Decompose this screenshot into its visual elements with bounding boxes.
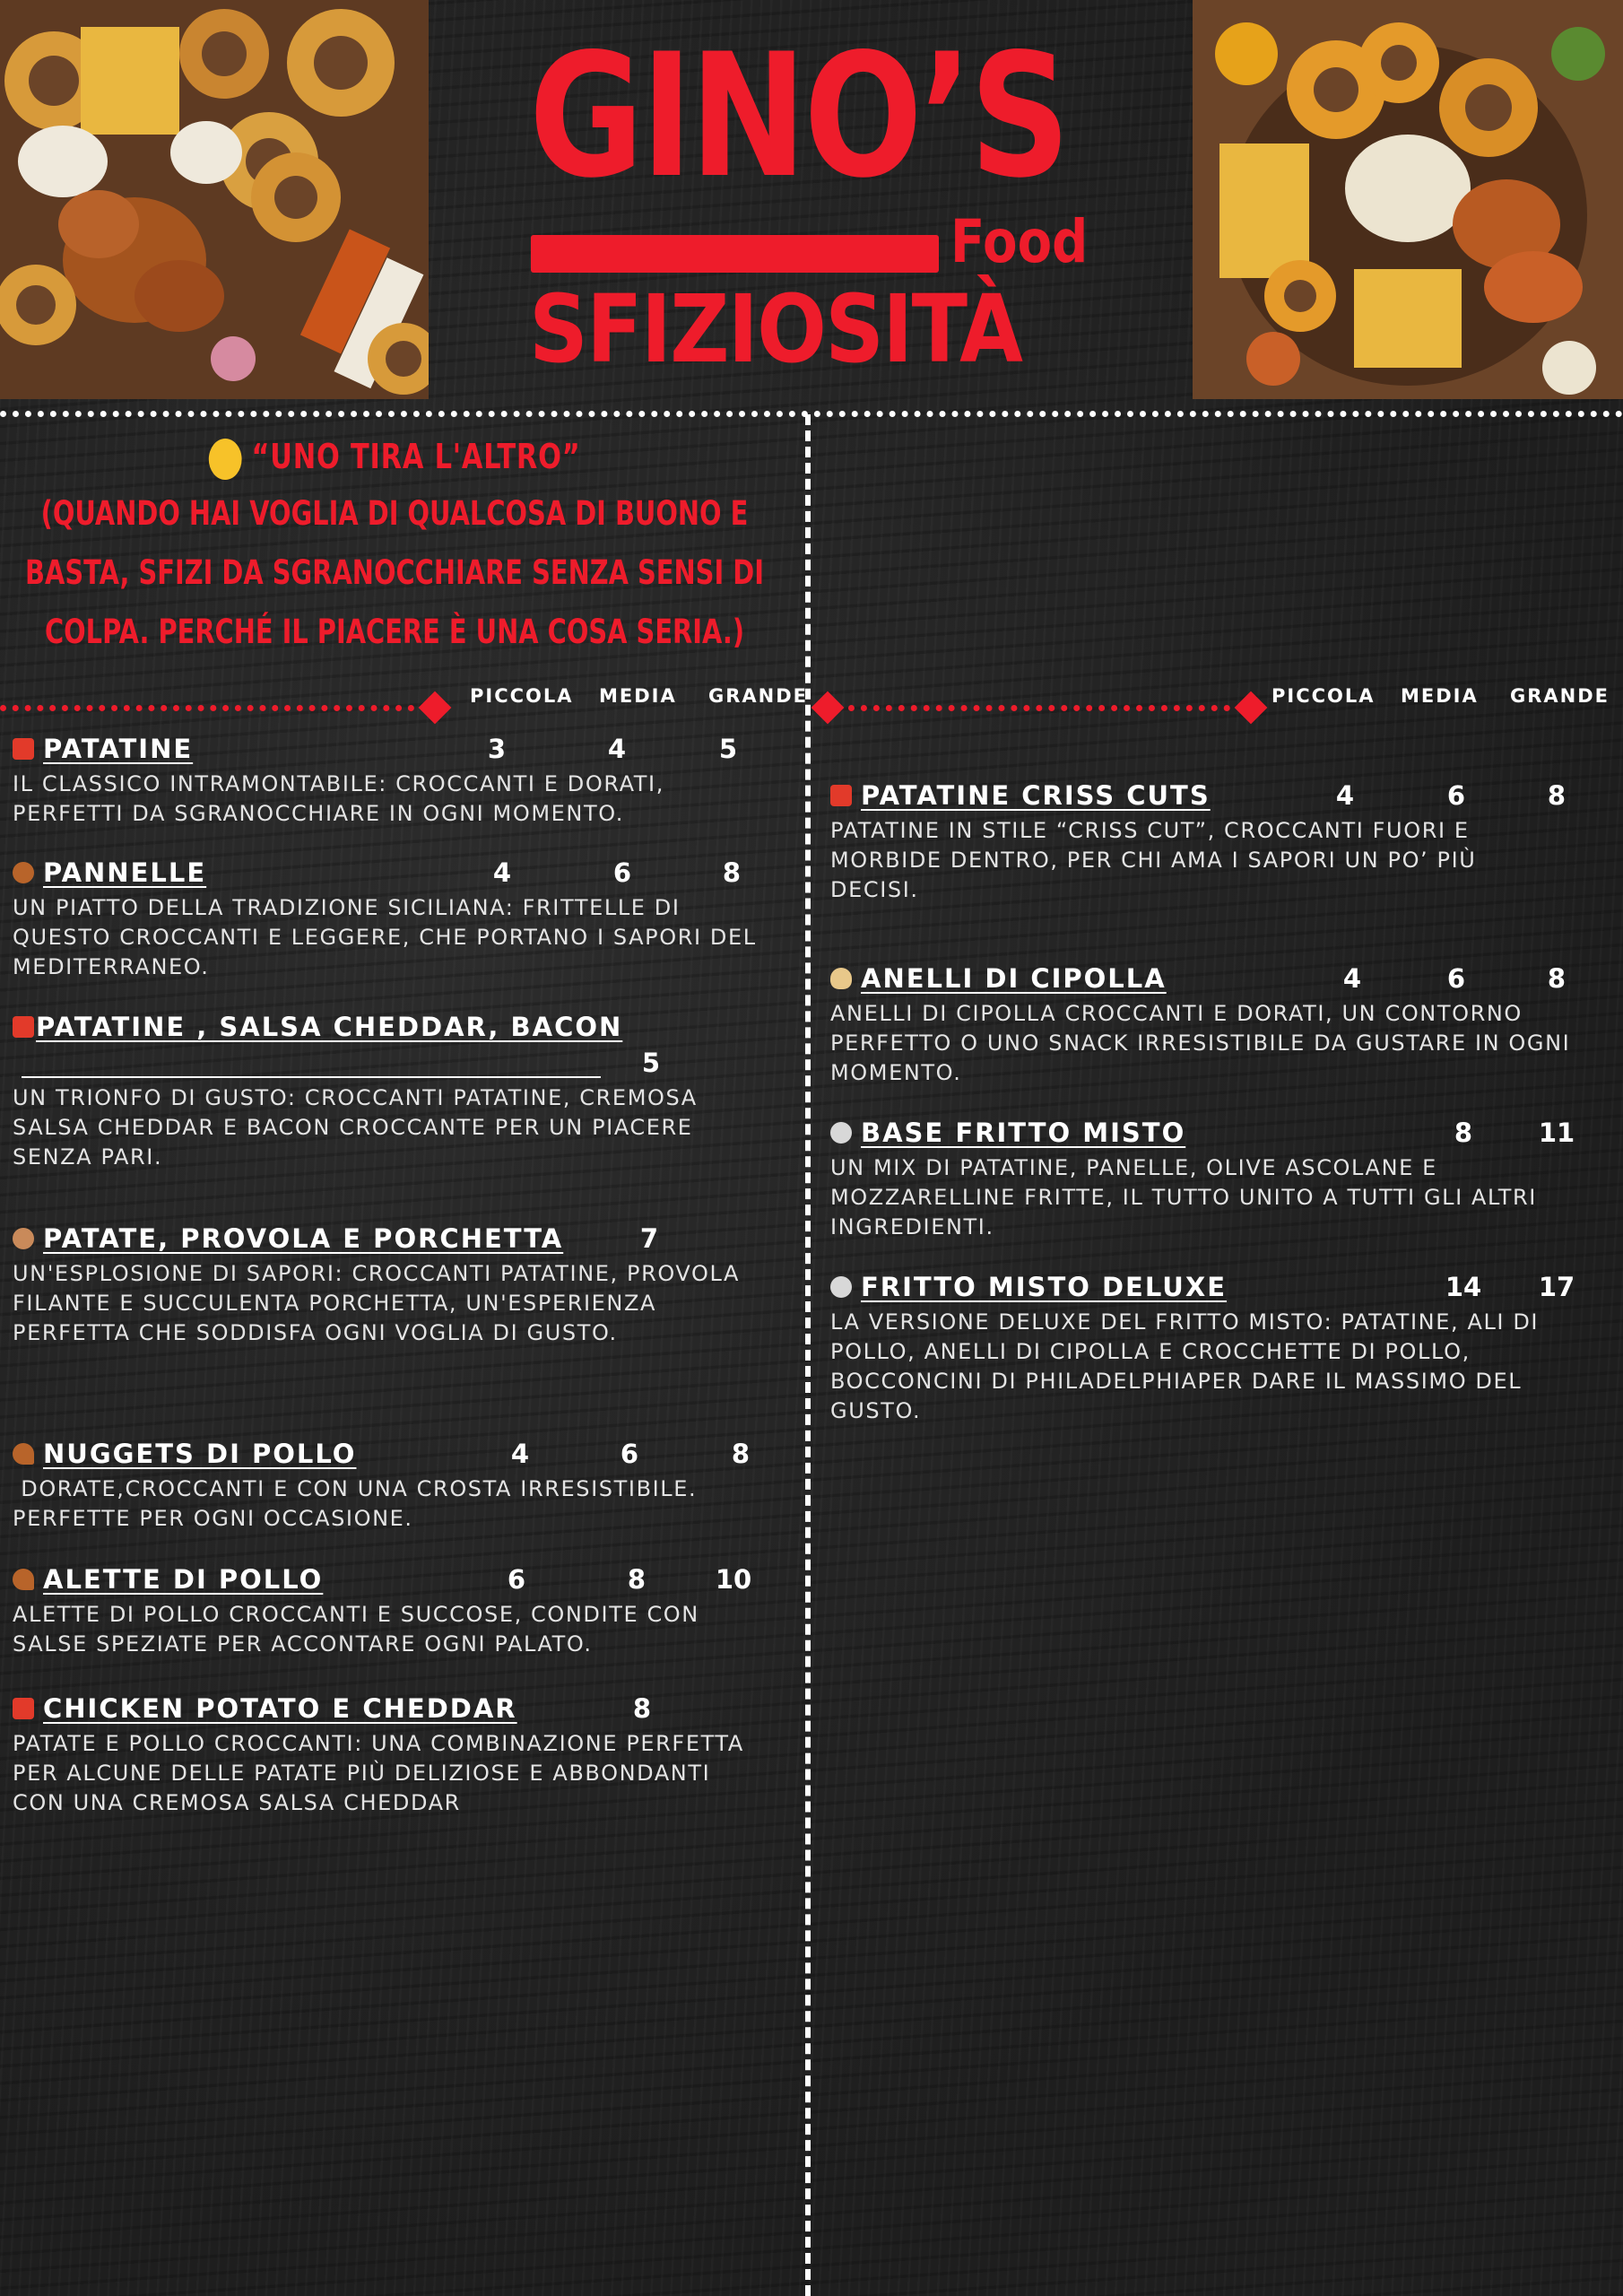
item-description: UN'ESPLOSIONE DI SAPORI: CROCCANTI PATATINE, PROVOLA FILANTE E SUCCULENTA PORCHETTA, UN'ESPERIENZA PERFETTA CHE SODDISFA OGNI VOGLIA DI GUSTO. xyxy=(13,1261,741,1345)
item-name: ALETTE DI POLLO xyxy=(43,1564,324,1595)
price-large: 8 xyxy=(731,1439,751,1469)
fries-icon xyxy=(13,738,34,760)
item-description: UN PIATTO DELLA TRADIZIONE SICILIANA: FRITTELLE DI QUESTO CROCCANTI E LEGGERE, CHE PORTANO I SAPORI DEL MEDITERRANEO. xyxy=(13,895,757,979)
price-medium: 6 xyxy=(1446,780,1466,811)
price-medium: 6 xyxy=(612,857,632,888)
right-red-rule-line xyxy=(836,705,1243,711)
price-single: 7 xyxy=(639,1223,659,1254)
item-name: BASE FRITTO MISTO xyxy=(861,1118,1186,1148)
item-name: PANNELLE xyxy=(43,857,207,888)
right-red-rule xyxy=(812,700,1266,718)
right-size-large: GRANDE xyxy=(1510,685,1610,707)
logo-food: Food xyxy=(950,207,1089,276)
onion-icon xyxy=(830,968,852,989)
item-description: ANELLI DI CIPOLLA CROCCANTI E DORATI, UN CONTORNO PERFETTO O UNO SNACK IRRESISTIBILE DA GUSTARE IN OGNI MOMENTO. xyxy=(830,1001,1571,1085)
item-description: UN TRIONFO DI GUSTO: CROCCANTI PATATINE, CREMOSA SALSA CHEDDAR E BACON CROCCANTE PER UN PIACERE SENZA PARI. xyxy=(13,1085,698,1170)
price-medium: 8 xyxy=(1454,1118,1473,1148)
item-description: IL CLASSICO INTRAMONTABILE: CROCCANTI E DORATI, PERFETTI DA SGRANOCCHIARE IN OGNI MOMENTO. xyxy=(13,771,664,826)
item-description: DORATE,CROCCANTI E CON UNA CROSTA IRRESISTIBILE. PERFETTE PER OGNI OCCASIONE. xyxy=(13,1476,706,1531)
item-description: PATATE E POLLO CROCCANTI: UNA COMBINAZIONE PERFETTA PER ALCUNE DELLE PATATE PIÙ DELIZIOSE E ABBONDANTI CON UNA CREMOSA SALSA CHEDDAR xyxy=(13,1731,744,1815)
item-title xyxy=(830,963,1167,994)
potato-icon xyxy=(13,1228,34,1249)
price-small: 4 xyxy=(492,857,512,888)
price-medium: 8 xyxy=(627,1564,647,1595)
item-description: UN MIX DI PATATINE, PANELLE, OLIVE ASCOLANE E MOZZARELLINE FRITTE, IL TUTTO UNITO A TUTTI GLI ALTRI INGREDIENTI. xyxy=(830,1155,1537,1239)
price-small: 4 xyxy=(1342,963,1362,994)
price-large: 5 xyxy=(718,734,738,764)
tagline-title-text: “UNO TIRA L'ALTRO” xyxy=(251,437,581,476)
price-large: 8 xyxy=(1547,780,1567,811)
plate-icon xyxy=(830,1122,852,1144)
price-single: 8 xyxy=(632,1693,652,1724)
logo-ginos: GINO’S xyxy=(529,17,1068,215)
price-small: 6 xyxy=(507,1564,526,1595)
item-title xyxy=(830,780,1211,811)
item-name: NUGGETS DI POLLO xyxy=(43,1439,357,1469)
fritter-icon xyxy=(13,862,34,883)
price-large: 11 xyxy=(1538,1118,1575,1148)
item-title xyxy=(13,734,193,764)
header xyxy=(0,0,1623,404)
item-title xyxy=(13,1012,622,1042)
item-name: PATATINE xyxy=(43,734,194,764)
price-small: 3 xyxy=(487,734,507,764)
item-name: PATATINE , SALSA CHEDDAR, BACON xyxy=(36,1012,623,1042)
item-title xyxy=(830,1272,1227,1302)
item-name: PATATINE CRISS CUTS xyxy=(861,780,1211,811)
left-size-small: PICCOLA xyxy=(470,685,574,707)
item-description: LA VERSIONE DELUXE DEL FRITTO MISTO: PATATINE, ALI DI POLLO, ANELLI DI CIPOLLA E CROCCHETTE DI POLLO, BOCCONCINI DI PHILADELPHIAPER DARE IL MASSIMO DEL GUSTO. xyxy=(830,1309,1540,1423)
tagline-title xyxy=(79,429,710,484)
logo-bar xyxy=(531,235,939,273)
food-image-right xyxy=(1193,0,1623,399)
price-single: 5 xyxy=(641,1048,661,1078)
item-name: PATATE, PROVOLA E PORCHETTA xyxy=(43,1223,564,1254)
price-large: 8 xyxy=(1547,963,1567,994)
left-size-large: GRANDE xyxy=(708,685,809,707)
drumstick-icon xyxy=(13,1569,34,1590)
price-medium: 14 xyxy=(1445,1272,1482,1302)
food-image-left xyxy=(0,0,429,399)
item-name: CHICKEN POTATO E CHEDDAR xyxy=(43,1693,517,1724)
price-large: 8 xyxy=(722,857,742,888)
smiling-face-icon xyxy=(208,439,241,480)
left-red-rule-line xyxy=(0,705,427,711)
right-size-small: PICCOLA xyxy=(1271,685,1376,707)
item-title xyxy=(13,857,206,888)
item-title xyxy=(13,1564,323,1595)
item-title xyxy=(13,1223,563,1254)
price-medium: 4 xyxy=(607,734,627,764)
item-description: ALETTE DI POLLO CROCCANTI E SUCCOSE, CONDITE CON SALSE SPEZIATE PER ACCONTARE OGNI PALATO. xyxy=(13,1602,699,1657)
price-medium: 6 xyxy=(1446,963,1466,994)
fries-icon xyxy=(13,1016,34,1038)
item-title-rule xyxy=(22,1076,601,1078)
right-size-medium: MEDIA xyxy=(1401,685,1479,707)
drumstick-icon xyxy=(13,1443,34,1465)
item-name: ANELLI DI CIPOLLA xyxy=(861,963,1167,994)
fries-icon xyxy=(830,785,852,806)
item-description: PATATINE IN STILE “CRISS CUT”, CROCCANTI FUORI E MORBIDE DENTRO, PER CHI AMA I SAPORI UN PO’ PIÙ DECISI. xyxy=(830,818,1477,902)
item-title xyxy=(830,1118,1185,1148)
logo-sfiziosita: SFIZIOSITÀ xyxy=(529,274,1022,384)
price-large: 10 xyxy=(715,1564,752,1595)
tagline-body: (QUANDO HAI VOGLIA DI QUALCOSA DI BUONO E BASTA, SFIZI DA SGRANOCCHIARE SENZA SENSI DI COLPA. PERCHÉ IL PIACERE È UNA COSA SERIA.) xyxy=(25,494,764,651)
left-red-rule xyxy=(0,700,450,718)
horizontal-divider xyxy=(0,411,1623,417)
right-red-rule-diamond-end xyxy=(1235,691,1268,725)
price-small: 4 xyxy=(510,1439,530,1469)
plate-icon xyxy=(830,1276,852,1298)
left-red-rule-diamond xyxy=(419,691,452,725)
logo xyxy=(529,17,1130,386)
left-size-medium: MEDIA xyxy=(599,685,677,707)
price-small: 4 xyxy=(1335,780,1355,811)
item-title xyxy=(13,1693,517,1724)
item-name: FRITTO MISTO DELUXE xyxy=(861,1272,1228,1302)
price-medium: 6 xyxy=(620,1439,639,1469)
tagline xyxy=(0,429,789,662)
item-title xyxy=(13,1439,356,1469)
price-large: 17 xyxy=(1538,1272,1575,1302)
fries-icon xyxy=(13,1698,34,1719)
